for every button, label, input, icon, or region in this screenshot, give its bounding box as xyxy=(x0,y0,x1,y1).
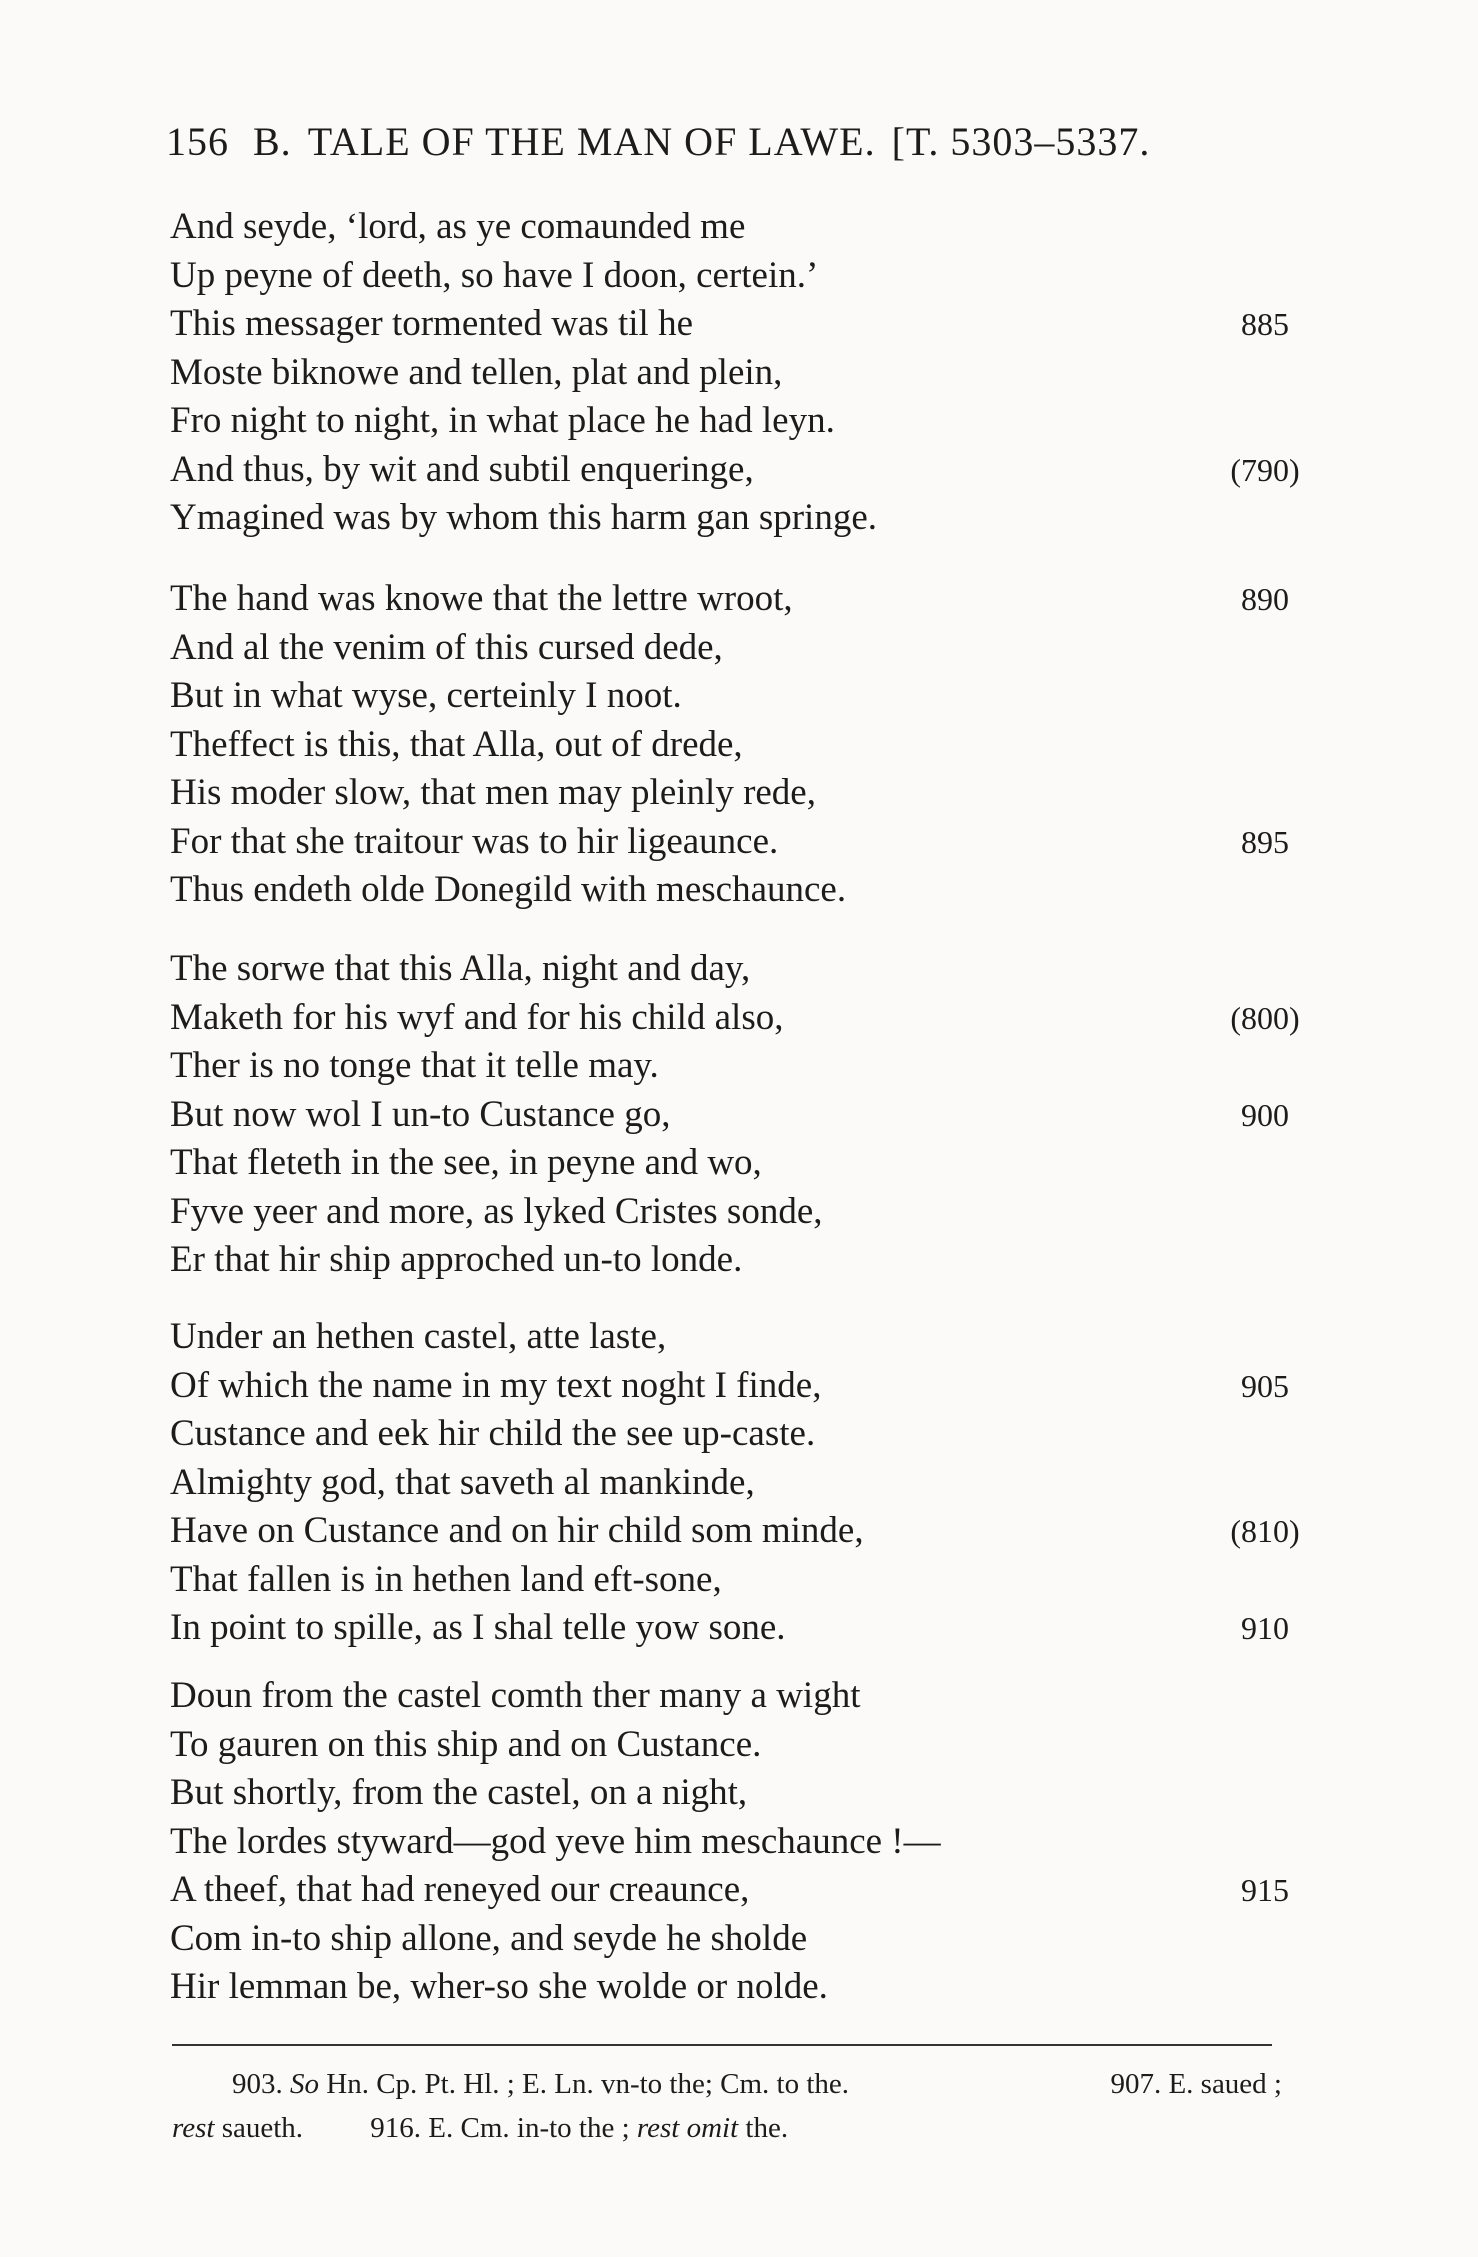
verse-line: A theef, that had reneyed our creaunce, 915 xyxy=(170,1866,1280,1915)
footnote-907-rest: rest xyxy=(172,2112,215,2144)
verse-line: And al the venim of this cursed dede, xyxy=(170,626,723,668)
line-number: (800) xyxy=(1230,999,1300,1036)
verse-line: Under an hethen castel, atte laste, xyxy=(170,1316,667,1357)
verse-line: Ther is no tonge that it telle may. xyxy=(170,1045,659,1086)
verse-line: Maketh for his wyf and for his child also, (800) xyxy=(170,994,1280,1043)
verse-line: To gauren on this ship and on Custance. xyxy=(170,1723,762,1765)
footnote-916-text: 916. E. Cm. in-to the ; xyxy=(370,2112,630,2144)
line-number: 900 xyxy=(1241,1096,1289,1133)
verse-line: Hir lemman be, wher-so she wolde or nolde. xyxy=(170,1966,828,2007)
footnote-916-rest-omit: rest omit xyxy=(636,2112,739,2144)
verse-line: The hand was knowe that the lettre wroot, 890 xyxy=(170,575,1280,624)
footnote-916-end: the. xyxy=(745,2112,789,2144)
verse-line: And seyde, ‘lord, as ye comaunded me xyxy=(170,206,746,247)
stanza-2 xyxy=(170,575,1289,915)
running-header xyxy=(166,118,1286,165)
stanza-5 xyxy=(170,1672,1289,2012)
line-number: (810) xyxy=(1230,1513,1300,1549)
header-title: TALE OF THE MAN OF LAWE. xyxy=(307,119,876,164)
footnote-rule xyxy=(172,2044,1272,2046)
stanza-1 xyxy=(170,203,1300,543)
footnote-line xyxy=(172,2062,1282,2106)
footnotes xyxy=(172,2062,1282,2150)
verse-line: Up peyne of deeth, so have I doon, certein.’ xyxy=(170,254,819,296)
verse-line: This messager tormented was til he 885 xyxy=(170,300,1280,349)
line-number: 905 xyxy=(1241,1367,1289,1404)
verse-line: That fallen is in hethen land eft-sone, xyxy=(170,1558,722,1600)
verse-line: Theffect is this, that Alla, out of drede, xyxy=(170,723,743,765)
stanza-3 xyxy=(170,945,1300,1285)
line-number: 895 xyxy=(1241,823,1289,860)
verse-line: Ymagined was by whom this harm gan springe. xyxy=(170,497,877,538)
verse-line: In point to spille, as I shal telle yow sone. 910 xyxy=(170,1604,1280,1653)
line-number: 890 xyxy=(1241,581,1289,617)
verse-line: Have on Custance and on hir child som minde, (810) xyxy=(170,1507,1280,1556)
verse-line: The sorwe that this Alla, night and day, xyxy=(170,948,751,989)
line-number: 910 xyxy=(1241,1610,1289,1646)
footnote-903-text: Hn. Cp. Pt. Hl. ; E. Ln. vn-to the; Cm. to the. xyxy=(326,2068,850,2100)
verse-line: Fro night to night, in what place he had leyn. xyxy=(170,400,835,441)
page-number: 156 xyxy=(166,119,229,164)
verse-line: Er that hir ship approched un-to londe. xyxy=(170,1239,743,1280)
verse-line: But shortly, from the castel, on a night, xyxy=(170,1772,748,1813)
line-number: 885 xyxy=(1241,306,1289,342)
footnote-907-continuation: saueth. xyxy=(221,2112,304,2144)
verse-line: Almighty god, that saveth al mankinde, xyxy=(170,1461,755,1503)
footnote-line xyxy=(172,2106,1282,2150)
verse-line: Thus endeth olde Donegild with meschaunce. xyxy=(170,869,847,910)
footnote-903-so: So xyxy=(290,2068,319,2100)
footnote-903-number: 903. xyxy=(232,2068,283,2100)
verse-line: Of which the name in my text noght I finde, 905 xyxy=(170,1362,1280,1411)
verse-line: The lordes styward—god yeve him meschaunce !— xyxy=(170,1820,941,1862)
verse-line: His moder slow, that men may pleinly rede, xyxy=(170,772,816,813)
verse-line: Com in-to ship allone, and seyde he sholde xyxy=(170,1917,808,1959)
verse-line: But in what wyse, certeinly I noot. xyxy=(170,675,682,716)
section-letter: B. xyxy=(253,119,292,164)
header-line-range: [T. 5303–5337. xyxy=(891,119,1151,164)
verse-line: But now wol I un-to Custance go, 900 xyxy=(170,1091,1280,1140)
verse-line: For that she traitour was to hir ligeaunce. 895 xyxy=(170,818,1280,867)
verse-line: Doun from the castel comth ther many a wight xyxy=(170,1675,861,1716)
footnote-907: 907. E. saued ; xyxy=(1110,2068,1282,2100)
line-number: (790) xyxy=(1230,451,1300,488)
verse-line: Fyve yeer and more, as lyked Cristes sonde, xyxy=(170,1190,823,1232)
verse-line: And thus, by wit and subtil enqueringe, (790) xyxy=(170,446,1280,495)
verse-line: Custance and eek hir child the see up-caste. xyxy=(170,1413,816,1454)
verse-line: That fleteth in the see, in peyne and wo, xyxy=(170,1142,762,1183)
stanza-4 xyxy=(170,1313,1300,1653)
verse-line: Moste biknowe and tellen, plat and plein, xyxy=(170,351,783,393)
line-number: 915 xyxy=(1241,1872,1289,1908)
